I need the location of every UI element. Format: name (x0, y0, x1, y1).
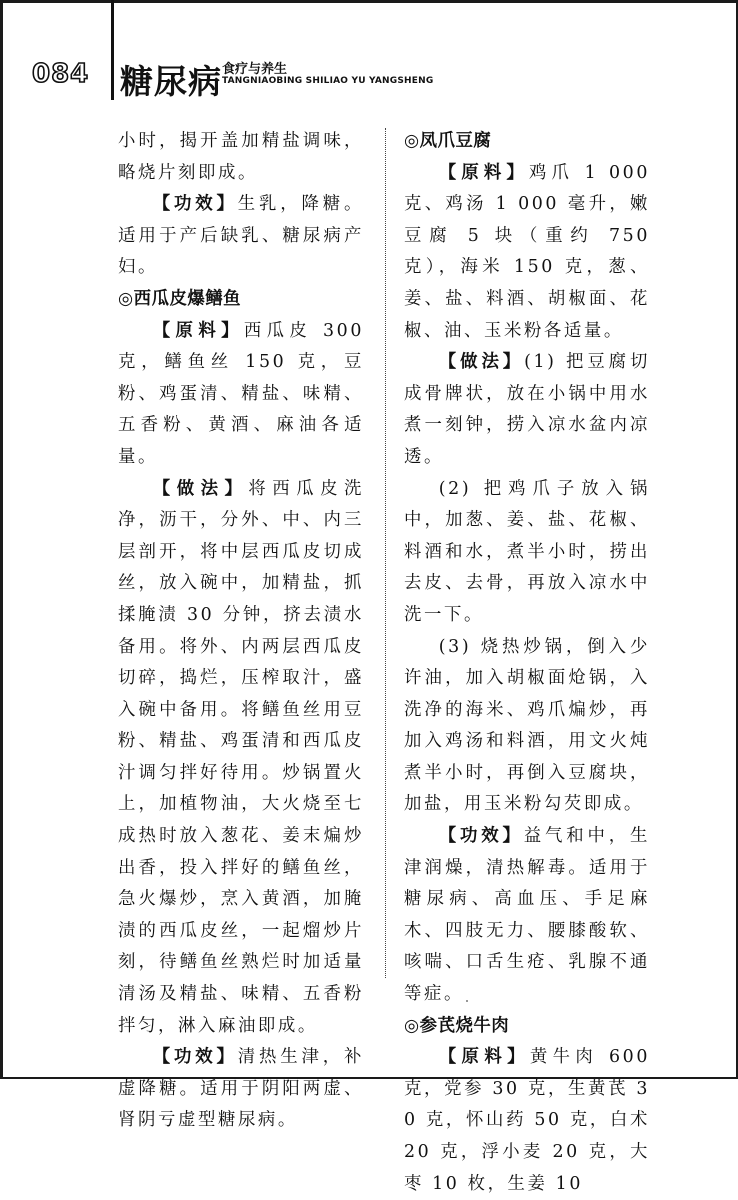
section-tag: 【原料】 (152, 320, 244, 341)
paragraph (404, 158, 650, 348)
paragraph-text: 西瓜皮 300 克，鳝鱼丝 150 克，豆粉、鸡蛋清、精盐、味精、五香粉、黄酒、麻油各适量。 (118, 320, 365, 467)
paragraph-text: 将西瓜皮洗净，沥干，分外、中、内三层剖开，将中层西瓜皮切成丝，放入碗中，加精盐，抓揉腌渍 30 分钟，挤去渍水备用。将外、内两层西瓜皮切碎，捣烂，压榨取汁，盛入碗中备用。将鳝鱼丝用豆粉、精盐、鸡蛋清和西瓜皮汁调匀拌好待用。炒锅置火上，加植物油，大火烧至七成热时放入葱花、姜末煸炒出香，投入拌好的鳝鱼丝，急火爆炒，烹入黄酒，加腌渍的西瓜皮丝，一起熘炒片刻，待鳝鱼丝熟烂时加适量清汤及精盐、味精、五香粉拌匀，淋入麻油即成。 (118, 478, 364, 1036)
paragraph (118, 189, 364, 284)
paragraph (404, 347, 650, 473)
section-tag: 【原料】 (438, 162, 529, 183)
book-title: 糖尿病 (120, 62, 222, 101)
right-column (404, 126, 650, 1200)
section-tag: 【做法】 (438, 352, 525, 373)
paragraph-text: (2) 把鸡爪子放入锅中，加葱、姜、盐、花椒、料酒和水，煮半小时，捞出去皮、去骨，再放入凉水中洗一下。 (404, 478, 650, 625)
paragraph-text: 黄牛肉 600 克，党参 30 克，生黄芪 30 克，怀山药 50 克，白术 20 克，浮小麦 20 克，大枣 10 枚，生姜 10 (404, 1047, 651, 1194)
paragraph (404, 474, 650, 632)
left-column (118, 126, 364, 1137)
column-divider (385, 128, 386, 978)
paragraph (118, 126, 364, 189)
paragraph (118, 316, 364, 474)
section-tag: 【原料】 (438, 1047, 530, 1068)
book-subtitle: 食疗与养生 (222, 62, 288, 77)
header-rule (111, 0, 114, 100)
recipe-heading: ◎西瓜皮爆鳝鱼 (118, 288, 242, 309)
paragraph-text: (1) 把豆腐切成骨牌状，放在小锅中用水煮一刻钟，捞入凉水盆内凉透。 (404, 352, 651, 467)
paragraph (404, 632, 650, 822)
paragraph-text: 小时，揭开盖加精盐调味，略烧片刻即成。 (118, 131, 364, 183)
paragraph-text: 生乳，降糖。适用于产后缺乳、糖尿病产妇。 (118, 194, 364, 278)
recipe-heading: ◎凤爪豆腐 (404, 131, 492, 151)
paragraph-text: (3) 烧热炒锅，倒入少许油，加入胡椒面炝锅，入洗净的海米、鸡爪煸炒，再加入鸡汤和料酒，用文火炖煮半小时，再倒入豆腐块，加盐，用玉米粉勾芡即成。 (404, 636, 650, 815)
page-number: 084 (32, 59, 90, 89)
paragraph (118, 474, 364, 1043)
paragraph (118, 1042, 364, 1137)
paragraph (404, 1042, 650, 1200)
page-border-left (0, 0, 3, 1079)
recipe-heading: ◎参芪烧牛肉 (404, 1015, 510, 1036)
section-tag: 【功效】 (152, 1047, 238, 1068)
section-tag: 【功效】 (152, 194, 238, 215)
book-pinyin: TANGNIAOBING SHILIAO YU YANGSHENG (222, 76, 434, 86)
paragraph-text: 鸡爪 1 000 克、鸡汤 1 000 毫升，嫩豆腐 5 块（重约 750 克），海米 150 克，葱、姜、盐、料酒、胡椒面、花椒、油、玉米粉各适量。 (404, 162, 650, 341)
scan-speck (466, 1000, 468, 1002)
paragraph (404, 821, 650, 1011)
paragraph-text: 益气和中，生津润燥，清热解毒。适用于糖尿病、高血压、手足麻木、四肢无力、腰膝酸软、咳喘、口舌生疮、乳腺不通等症。 (404, 826, 650, 1005)
section-tag: 【功效】 (438, 826, 524, 847)
section-tag: 【做法】 (152, 478, 249, 499)
paragraph-text: 清热生津，补虚降糖。适用于阴阳两虚、肾阴亏虚型糖尿病。 (118, 1047, 364, 1131)
